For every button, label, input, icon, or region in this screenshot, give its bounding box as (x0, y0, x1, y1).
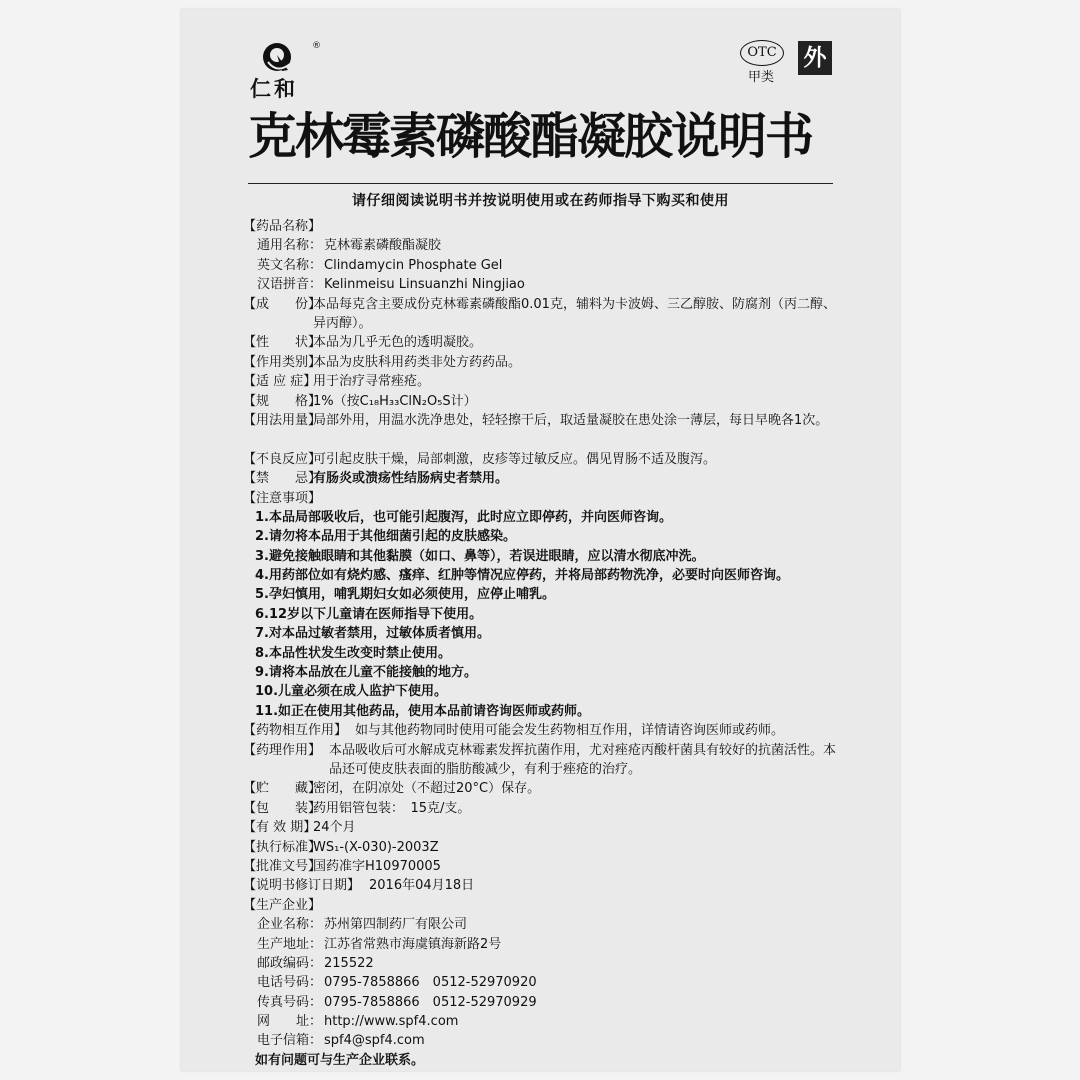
postcode-label: 邮政编码： (257, 955, 323, 971)
package-label: 【包 装】 (243, 800, 322, 816)
spec-text: 1%（按C₁₈H₃₃ClN₂O₅S计） (313, 393, 477, 409)
address-label: 生产地址： (257, 936, 323, 952)
brand-mark-icon (260, 40, 294, 74)
validity-label: 【有 效 期】 (243, 820, 317, 836)
contra-label: 【禁 忌】 (243, 471, 322, 487)
precaution-item: 2.请勿将本品用于其他细菌引起的皮肤感染。 (255, 529, 516, 545)
indication-label: 【适 应 症】 (243, 374, 317, 390)
english-name-label: 英文名称： (257, 257, 323, 273)
brand-logo (250, 40, 320, 102)
appearance-label: 【性 状】 (243, 335, 322, 351)
address: 江苏省常熟市海虞镇海新路2号 (324, 936, 502, 952)
website-link[interactable]: http://www.spf4.com (324, 1014, 459, 1030)
website-label: 网 址： (257, 1014, 323, 1030)
company-name-label: 企业名称： (257, 917, 323, 933)
contact-footer: 如有问题可与生产企业联系。 (255, 1052, 425, 1068)
english-name: Clindamycin Phosphate Gel (324, 257, 503, 273)
category-label: 【作用类别】 (243, 354, 322, 370)
fax-label: 传真号码： (257, 994, 323, 1010)
phone-label: 电话号码： (257, 975, 323, 991)
pharmacology-label: 【药理作用】 (243, 742, 322, 758)
validity-text: 24个月 (313, 820, 356, 836)
precaution-item: 5.孕妇慎用，哺乳期妇女如必须使用，应停止哺乳。 (255, 587, 555, 603)
precaution-item: 9.请将本品放在儿童不能接触的地方。 (255, 665, 477, 681)
precaution-item: 6.12岁以下儿童请在医师指导下使用。 (255, 606, 483, 622)
contra-text: 有肠炎或溃疡性结肠病史者禁用。 (313, 471, 509, 487)
precaution-item: 3.避免接触眼睛和其他黏膜（如口、鼻等），若误进眼睛，应以清水彻底冲洗。 (255, 548, 705, 564)
generic-name: 克林霉素磷酸酯凝胶 (324, 238, 442, 254)
indication-text: 用于治疗寻常痤疮。 (313, 374, 431, 390)
storage-text: 密闭，在阴凉处（不超过20°C）保存。 (313, 781, 541, 797)
standard-text: WS₁-(X-030)-2003Z (313, 839, 439, 855)
precaution-item: 11.如正在使用其他药品，使用本品前请咨询医师或药师。 (255, 703, 591, 719)
revision-label: 【说明书修订日期】 (243, 878, 361, 894)
title-divider (248, 183, 833, 184)
pinyin-label: 汉语拼音： (257, 277, 323, 293)
standard-label: 【执行标准】 (243, 839, 322, 855)
composition-label: 【成 份】 (243, 296, 322, 312)
approval-text: 国药准字H10970005 (313, 858, 441, 874)
adverse-text: 可引起皮肤干燥，局部刺激，皮疹等过敏反应。偶见胃肠不适及腹泻。 (313, 451, 717, 467)
leaflet-body (243, 217, 843, 1070)
appearance-text: 本品为几乎无色的透明凝胶。 (313, 335, 483, 351)
external-use-badge: 外 (798, 41, 832, 75)
precaution-item: 1.本品局部吸收后，也可能引起腹泻，此时应立即停药，并向医师咨询。 (255, 509, 672, 525)
pinyin-name: Kelinmeisu Linsuanzhi Ningjiao (324, 277, 525, 293)
postcode: 215522 (324, 955, 374, 971)
approval-label: 【批准文号】 (243, 858, 322, 874)
company-name: 苏州第四制药厂有限公司 (324, 917, 468, 933)
precautions-label: 【注意事项】 (243, 490, 322, 506)
phone: 0795-7858866 0512-52970920 (324, 975, 537, 991)
category-text: 本品为皮肤科用药类非处方药药品。 (313, 354, 522, 370)
otc-badge: OTC (740, 40, 784, 66)
generic-name-label: 通用名称： (257, 238, 323, 254)
registered-mark: ® (312, 41, 321, 51)
adverse-label: 【不良反应】 (243, 451, 322, 467)
pharmacology-text: 本品吸收后可水解成克林霉素发挥抗菌作用，尤对痤疮丙酸杆菌具有较好的抗菌活性。本品还可使皮肤表面的脂肪酸减少，有利于痤疮的治疗。 (329, 742, 837, 777)
precaution-item: 4.用药部位如有烧灼感、瘙痒、红肿等情况应停药，并将局部药物洗净，必要时向医师咨询。 (255, 568, 789, 584)
page-title: 克林霉素磷酸酯凝胶说明书 (248, 108, 813, 165)
precaution-item: 10.儿童必须在成人监护下使用。 (255, 684, 448, 700)
otc-class-label: 甲类 (748, 70, 775, 85)
email-link[interactable]: spf4@spf4.com (324, 1033, 425, 1049)
manufacturer-label: 【生产企业】 (243, 897, 322, 913)
email-label: 电子信箱： (257, 1033, 323, 1049)
revision-date: 2016年04月18日 (369, 878, 475, 894)
usage-notice: 请仔细阅读说明书并按说明使用或在药师指导下购买和使用 (352, 193, 729, 209)
storage-label: 【贮 藏】 (243, 781, 322, 797)
brand-name: 仁和 (250, 76, 298, 101)
usage-text: 局部外用，用温水洗净患处，轻轻擦干后，取适量凝胶在患处涂一薄层，每日早晚各1次。 (313, 412, 829, 428)
section-drug-name: 【药品名称】 (243, 219, 322, 234)
interactions-text: 如与其他药物同时使用可能会发生药物相互作用，详情请咨询医师或药师。 (355, 723, 785, 739)
interactions-label: 【药物相互作用】 (243, 723, 348, 739)
precaution-item: 8.本品性状发生改变时禁止使用。 (255, 645, 451, 661)
precaution-item: 7.对本品过敏者禁用，过敏体质者慎用。 (255, 626, 490, 642)
usage-label: 【用法用量】 (243, 412, 322, 428)
fax: 0795-7858866 0512-52970929 (324, 994, 537, 1010)
composition-text: 本品每克含主要成份克林霉素磷酸酯0.01克，辅料为卡波姆、三乙醇胺、防腐剂（丙二醇、异丙醇）。 (313, 296, 836, 331)
spec-label: 【规 格】 (243, 393, 322, 409)
package-text: 药用铝管包装： 15克/支。 (313, 800, 471, 816)
